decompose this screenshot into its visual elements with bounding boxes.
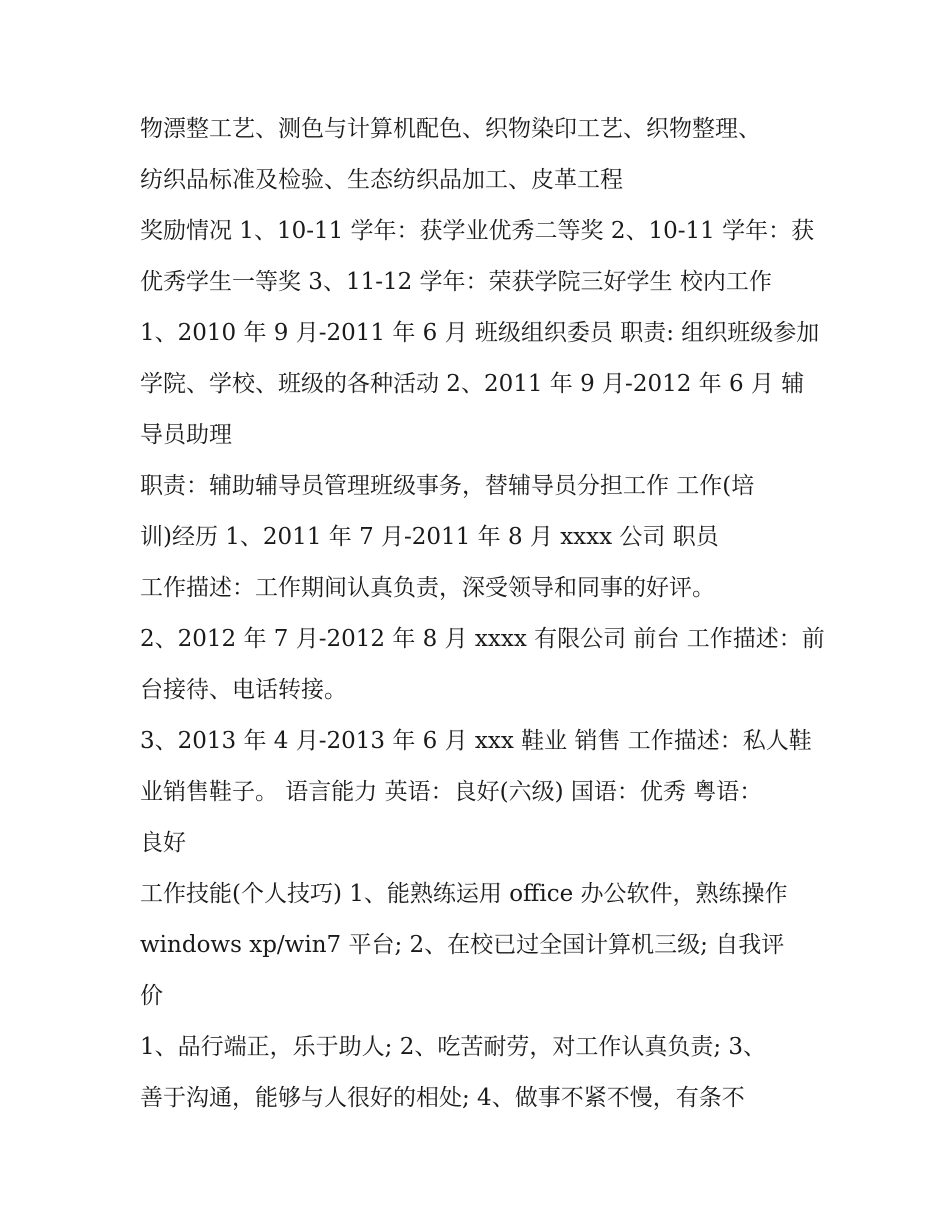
text-line: 物漂整工艺、测色与计算机配色、织物染印工艺、织物整理、 bbox=[140, 116, 761, 142]
document-body bbox=[140, 104, 825, 1124]
text-line: 1、2010 年 9 月-2011 年 6 月 班级组织委员 职责: 组织班级参加 bbox=[140, 320, 820, 346]
text-line: 奖励情况 1、10-11 学年：获学业优秀二等奖 2、10-11 学年：获 bbox=[140, 218, 815, 244]
text-line: 职责：辅助辅导员管理班级事务，替辅导员分担工作 工作(培 bbox=[140, 473, 755, 499]
text-line: 训)经历 1、2011 年 7 月-2011 年 8 月 xxxx 公司 职员 bbox=[140, 524, 719, 550]
text-line: 导员助理 bbox=[140, 422, 232, 448]
text-line: 学院、学校、班级的各种活动 2、2011 年 9 月-2012 年 6 月 辅 bbox=[140, 371, 805, 397]
text-line: windows xp/win7 平台; 2、在校已过全国计算机三级; 自我评 bbox=[140, 932, 785, 958]
text-line: 善于沟通，能够与人很好的相处; 4、做事不紧不慢，有条不 bbox=[140, 1085, 745, 1111]
text-line: 良好 bbox=[140, 830, 186, 856]
text-line: 价 bbox=[140, 983, 163, 1009]
text-line: 优秀学生一等奖 3、11-12 学年：荣获学院三好学生 校内工作 bbox=[140, 269, 772, 295]
text-line: 台接待、电话转接。 bbox=[140, 677, 347, 703]
text-line: 1、品行端正，乐于助人; 2、吃苦耐劳，对工作认真负责; 3、 bbox=[140, 1034, 767, 1060]
text-line: 2、2012 年 7 月-2012 年 8 月 xxxx 有限公司 前台 工作描述：前 bbox=[140, 626, 825, 652]
text-line: 纺织品标准及检验、生态纺织品加工、皮革工程 bbox=[140, 167, 623, 193]
text-line: 工作描述：工作期间认真负责，深受领导和同事的好评。 bbox=[140, 575, 715, 601]
text-line: 工作技能(个人技巧) 1、能熟练运用 office 办公软件，熟练操作 bbox=[140, 881, 788, 907]
text-line: 业销售鞋子。 语言能力 英语：良好(六级) 国语：优秀 粤语： bbox=[140, 779, 763, 805]
text-line: 3、2013 年 4 月-2013 年 6 月 xxx 鞋业 销售 工作描述：私人鞋 bbox=[140, 728, 812, 754]
